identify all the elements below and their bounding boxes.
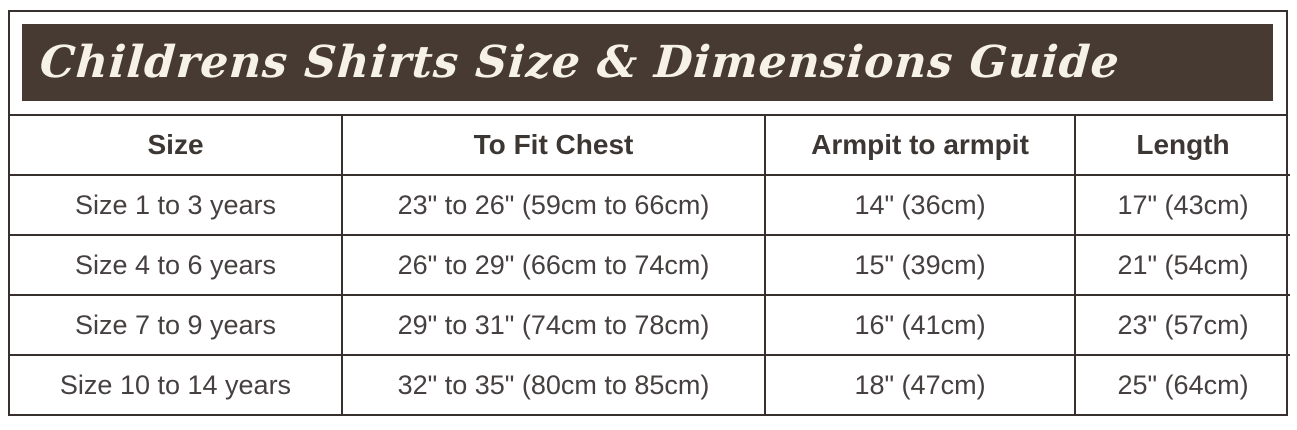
cell-armpit: 16" (41cm): [765, 295, 1075, 355]
size-guide-panel: [8, 10, 1288, 416]
cell-armpit: 14" (36cm): [765, 175, 1075, 235]
column-header-armpit: Armpit to armpit: [765, 116, 1075, 175]
column-header-size: Size: [10, 116, 342, 175]
title-bar: [22, 24, 1273, 101]
cell-length: 23" (57cm): [1075, 295, 1290, 355]
cell-size: Size 10 to 14 years: [10, 355, 342, 414]
cell-armpit: 18" (47cm): [765, 355, 1075, 414]
cell-length: 17" (43cm): [1075, 175, 1290, 235]
table-row: [10, 355, 1290, 414]
table-row: [10, 175, 1290, 235]
cell-chest: 26" to 29" (66cm to 74cm): [342, 235, 765, 295]
cell-size: Size 4 to 6 years: [10, 235, 342, 295]
cell-chest: 32" to 35" (80cm to 85cm): [342, 355, 765, 414]
column-header-length: Length: [1075, 116, 1290, 175]
size-table: [10, 116, 1290, 414]
table-row: [10, 295, 1290, 355]
cell-size: Size 1 to 3 years: [10, 175, 342, 235]
table-row: [10, 235, 1290, 295]
cell-size: Size 7 to 9 years: [10, 295, 342, 355]
cell-chest: 29" to 31" (74cm to 78cm): [342, 295, 765, 355]
size-table-wrap: [10, 114, 1286, 414]
header-row: [10, 116, 1290, 175]
cell-chest: 23" to 26" (59cm to 66cm): [342, 175, 765, 235]
cell-armpit: 15" (39cm): [765, 235, 1075, 295]
column-header-chest: To Fit Chest: [342, 116, 765, 175]
cell-length: 21" (54cm): [1075, 235, 1290, 295]
page-title: Childrens Shirts Size & Dimensions Guide: [38, 37, 1122, 88]
cell-length: 25" (64cm): [1075, 355, 1290, 414]
